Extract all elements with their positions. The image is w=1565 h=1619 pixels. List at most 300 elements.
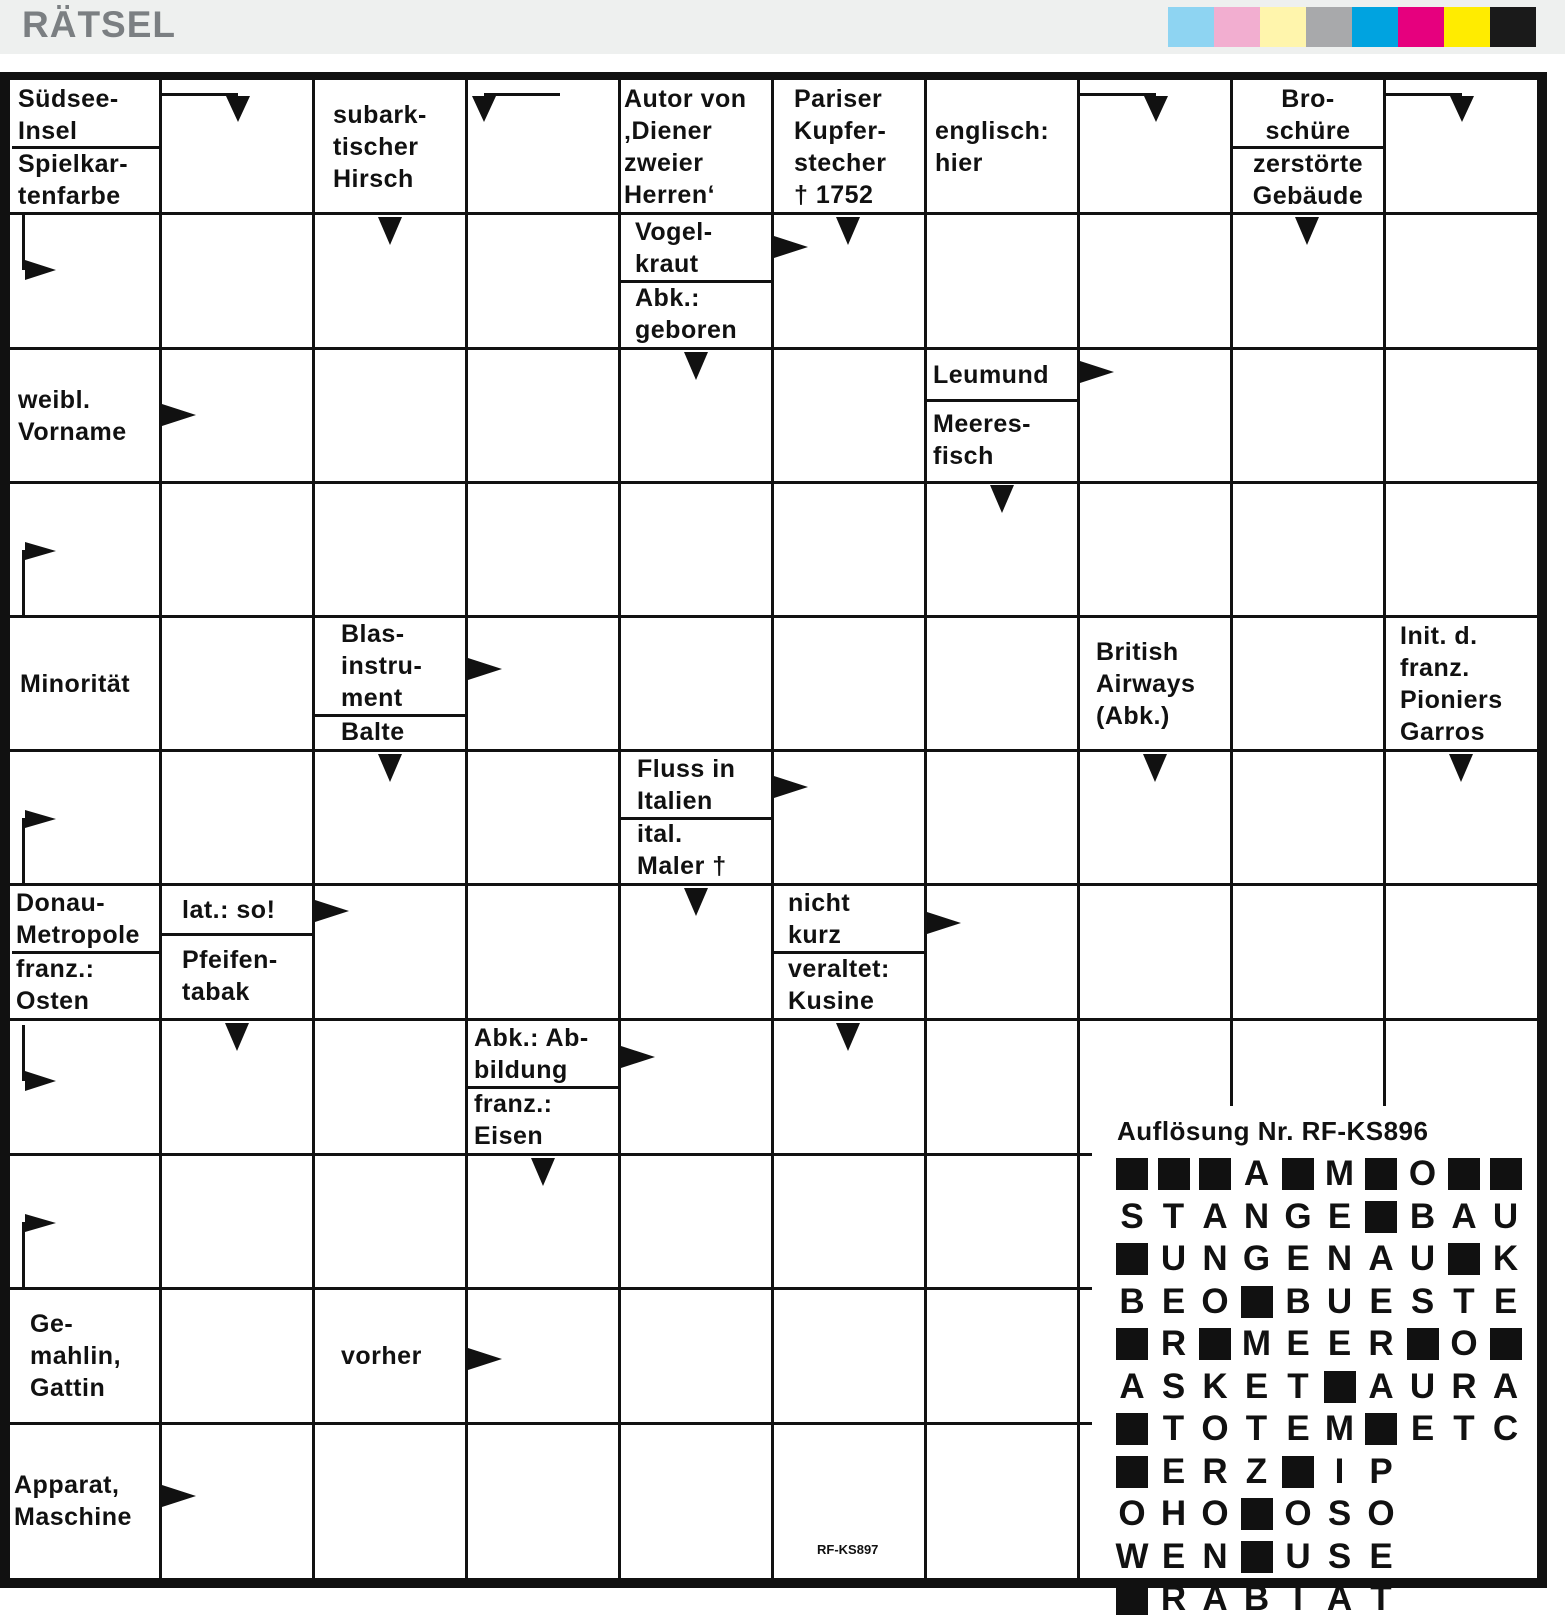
clue-arrow-shape	[22, 1214, 56, 1290]
clue-arrow	[1080, 361, 1114, 383]
clue-pariser-kupferstecher	[774, 82, 924, 212]
solution-letter: A	[1119, 1366, 1145, 1406]
clue-franz-eisen	[468, 1087, 618, 1153]
solution-letter: N	[1202, 1239, 1228, 1278]
clue-cell	[162, 886, 312, 1018]
clue-fluss-in-italien	[621, 752, 771, 818]
clue-meeresfisch	[927, 400, 1077, 481]
clue-line: zerstörte	[1252, 149, 1364, 178]
solution-letter: N	[1202, 1536, 1228, 1576]
clue-arrow	[1449, 754, 1473, 782]
solution-letter: E	[1161, 1451, 1186, 1491]
clue-line: Osten	[16, 987, 90, 1015]
clue-arrow-shape	[684, 352, 708, 380]
grid-line	[10, 1018, 1537, 1021]
solution-letter: T	[1453, 1409, 1475, 1448]
solution-block	[1407, 1328, 1439, 1360]
clue-broschuere	[1233, 82, 1383, 147]
solution-letter: A	[1202, 1579, 1228, 1618]
clue-line: subark-	[333, 101, 427, 129]
color-swatch	[1398, 7, 1444, 47]
solution-letter: R	[1451, 1366, 1477, 1406]
color-swatch	[1260, 7, 1306, 47]
clue-donau-metropole	[12, 886, 159, 952]
clue-arrow-shape	[1449, 754, 1473, 782]
clue-arrow	[22, 810, 58, 886]
clue-arrow-shape	[225, 1023, 249, 1051]
solution-letter: R	[1160, 1324, 1187, 1363]
solution-block	[1324, 1371, 1356, 1403]
clue-cell	[774, 82, 924, 212]
clue-blasinstrument	[315, 618, 465, 715]
clue-cell	[1233, 82, 1383, 212]
color-swatch	[1444, 7, 1490, 47]
solution-letter: S	[1327, 1494, 1352, 1533]
solution-letter: O	[1450, 1324, 1478, 1363]
clue-arrow-shape	[836, 217, 860, 245]
solution-block	[1365, 1158, 1397, 1190]
clue-arrow-shape	[22, 1025, 56, 1091]
clue-line: Garros	[1400, 717, 1485, 746]
solution-letter: B	[1409, 1196, 1436, 1236]
solution-letter: A	[1451, 1196, 1477, 1236]
solution-letter: K	[1202, 1366, 1228, 1406]
clue-line: Spielkar-	[18, 149, 129, 178]
clue-arrow-shape	[22, 542, 56, 618]
clue-arrow	[315, 900, 349, 922]
clue-line: British	[1096, 637, 1179, 666]
clue-line: Apparat,	[14, 1471, 120, 1499]
clue-line: Airways	[1096, 669, 1196, 698]
clue-cell	[927, 350, 1077, 481]
clue-abk-geboren	[621, 281, 771, 347]
clue-minoritaet	[12, 618, 159, 749]
clue-zerstoerte-gebaeude	[1233, 147, 1383, 212]
clue-line: Leumund	[933, 360, 1049, 389]
clue-line: Minorität	[20, 669, 131, 698]
clue-arrow-shape	[927, 912, 961, 934]
solution-letter: U	[1285, 1536, 1311, 1576]
clue-autor-diener	[621, 82, 771, 212]
clue-line: kraut	[635, 250, 699, 278]
clue-arrow	[162, 92, 254, 128]
clue-arrow-shape	[774, 776, 808, 798]
clue-arrow	[621, 1046, 655, 1068]
clue-arrow	[836, 1023, 860, 1051]
grid-line	[10, 481, 1537, 484]
clue-line: ment	[341, 684, 403, 713]
clue-arrow	[1295, 217, 1319, 245]
solution-letter: S	[1161, 1366, 1186, 1406]
clue-arrow-shape	[531, 1158, 555, 1186]
solution-letter: B	[1119, 1281, 1145, 1321]
clue-line: Init. d.	[1400, 621, 1478, 650]
solution-letter: U	[1409, 1366, 1436, 1406]
grid-line	[10, 347, 1537, 350]
clue-line: schüre	[1265, 116, 1351, 145]
clue-arrow-shape	[1143, 754, 1167, 782]
clue-line: mahlin,	[30, 1342, 122, 1370]
solution-letter: T	[1245, 1409, 1268, 1448]
solution-letter: O	[1118, 1494, 1146, 1533]
clue-line: Kusine	[788, 987, 875, 1015]
grid-line	[159, 80, 162, 1578]
clue-arrow-shape	[22, 810, 56, 886]
clue-line: Südsee-	[18, 84, 119, 113]
solution-block	[1448, 1158, 1480, 1190]
solution-letter: M	[1324, 1154, 1355, 1193]
grid-line	[10, 212, 1537, 215]
solution-block	[1365, 1413, 1397, 1445]
clue-cell	[621, 215, 771, 347]
clue-line: vorher	[341, 1342, 422, 1370]
solution-letter: I	[1293, 1579, 1303, 1618]
clue-arrow	[774, 776, 808, 798]
solution-letter: S	[1327, 1536, 1352, 1576]
clue-arrow	[22, 1214, 58, 1290]
clue-line: tabak	[182, 977, 250, 1006]
color-swatch	[1352, 7, 1398, 47]
clue-line: (Abk.)	[1096, 701, 1170, 730]
clue-spielkartenfarbe	[12, 147, 159, 212]
solution-letter: T	[1453, 1281, 1475, 1321]
clue-line: ‚Diener	[624, 117, 713, 145]
clue-line: fisch	[933, 442, 994, 471]
solution-letter: A	[1202, 1196, 1228, 1236]
solution-letter: U	[1492, 1196, 1519, 1236]
clue-line: tischer	[333, 133, 419, 161]
clue-line: Blas-	[341, 620, 405, 649]
solution-letter: E	[1410, 1409, 1435, 1448]
clue-arrow-shape	[472, 93, 560, 122]
solution-block	[1116, 1413, 1148, 1445]
clue-arrow-shape	[378, 754, 402, 782]
clue-line: Bro-	[1281, 84, 1335, 113]
solution-block	[1490, 1328, 1522, 1360]
clue-line: nicht	[788, 889, 851, 917]
solution-block	[1282, 1456, 1314, 1488]
clue-arrow	[468, 92, 560, 128]
solution-letter: T	[1162, 1196, 1185, 1236]
solution-block	[1116, 1456, 1148, 1488]
clue-arrow	[684, 352, 708, 380]
page-header	[0, 0, 1565, 54]
clue-line: stecher	[794, 149, 887, 177]
clue-arrow	[378, 754, 402, 782]
solution-letter: U	[1409, 1239, 1436, 1278]
clue-line: weibl.	[18, 385, 91, 414]
clue-line: zweier	[624, 149, 704, 177]
solution-block	[1241, 1286, 1273, 1318]
clue-arrow-shape	[162, 93, 250, 122]
solution-letter: I	[1334, 1451, 1345, 1491]
clue-line: Gebäude	[1252, 181, 1364, 210]
clue-arrow	[468, 658, 502, 680]
clue-franz-osten	[12, 952, 159, 1018]
solution-letter: B	[1243, 1579, 1270, 1618]
clue-apparat-maschine	[12, 1425, 159, 1577]
clue-british-airways	[1080, 618, 1230, 749]
clue-arrow	[684, 888, 708, 916]
solution-letter: C	[1492, 1409, 1519, 1448]
clue-line: hier	[935, 149, 983, 177]
clue-line: englisch:	[935, 117, 1050, 145]
grid-line	[924, 80, 927, 1578]
clue-arrow	[162, 404, 196, 426]
solution-letter: O	[1284, 1494, 1312, 1533]
clue-cell	[1080, 618, 1230, 749]
clue-gemahlin-gattin	[12, 1290, 159, 1422]
solution-block	[1490, 1158, 1522, 1190]
clue-line: Pariser	[794, 85, 883, 113]
clue-arrow-shape	[162, 1485, 196, 1507]
solution-block	[1448, 1243, 1480, 1275]
clue-arrow	[1386, 92, 1478, 128]
clue-line: Insel	[18, 116, 78, 145]
clue-arrow	[927, 912, 961, 934]
solution-letter: W	[1115, 1536, 1149, 1576]
clue-line: Maschine	[14, 1503, 132, 1531]
clue-line: Abk.: Ab-	[474, 1024, 589, 1052]
solution-letter: N	[1243, 1196, 1270, 1236]
clue-arrow-shape	[1386, 93, 1474, 122]
solution-letter: S	[1410, 1281, 1435, 1321]
solution-letter: E	[1327, 1196, 1352, 1236]
clue-cell	[315, 82, 465, 212]
clue-arrow-shape	[1080, 93, 1168, 122]
solution-letter: Z	[1245, 1451, 1268, 1491]
clue-cell	[12, 1290, 159, 1422]
grid-line	[10, 615, 1537, 618]
solution-letter: M	[1324, 1409, 1355, 1448]
clue-cell	[1386, 618, 1536, 749]
clue-balte	[315, 715, 465, 749]
solution-block	[1116, 1243, 1148, 1275]
solution-letter: E	[1286, 1409, 1310, 1448]
solution-block	[1282, 1158, 1314, 1190]
solution-letter: E	[1369, 1281, 1393, 1321]
clue-arrow	[990, 485, 1014, 513]
clue-line: Herren‘	[624, 181, 716, 209]
solution-letter: N	[1326, 1239, 1353, 1278]
clue-line: Kupfer-	[794, 117, 887, 145]
clue-cell	[315, 618, 465, 749]
clue-line: franz.:	[474, 1090, 553, 1118]
clue-line: Gattin	[30, 1374, 106, 1402]
solution-block	[1116, 1328, 1148, 1360]
clue-arrow	[225, 1023, 249, 1051]
clue-cell	[621, 752, 771, 883]
clue-line: Ge-	[30, 1310, 74, 1338]
clue-line: tenfarbe	[18, 181, 121, 210]
crossword-grid	[10, 80, 1537, 1618]
clue-arrow	[22, 214, 58, 290]
clue-englisch-hier	[927, 82, 1077, 212]
solution-letter: A	[1368, 1239, 1394, 1278]
solution-panel	[1092, 1106, 1537, 1618]
clue-arrow	[22, 542, 58, 618]
solution-letter: O	[1201, 1281, 1229, 1321]
solution-letter: E	[1286, 1324, 1310, 1363]
clue-ital-maler	[621, 818, 771, 884]
clue-arrow-shape	[774, 236, 808, 258]
clue-line: Pfeifen-	[182, 945, 278, 974]
clue-cell	[12, 82, 159, 212]
clue-arrow	[836, 217, 860, 245]
clue-arrow	[774, 236, 808, 258]
solution-letter: A	[1368, 1366, 1394, 1406]
clue-line: kurz	[788, 921, 842, 949]
solution-letter: T	[1287, 1366, 1309, 1406]
solution-letter: A	[1326, 1579, 1353, 1618]
clue-line: veraltet:	[788, 955, 890, 983]
color-swatch	[1490, 7, 1536, 47]
solution-letter: G	[1284, 1196, 1312, 1236]
clue-arrow	[378, 217, 402, 245]
solution-letter: T	[1370, 1579, 1392, 1618]
clue-arrow-shape	[378, 217, 402, 245]
solution-letter: U	[1326, 1281, 1353, 1321]
solution-letter: O	[1367, 1494, 1395, 1533]
clue-cell	[12, 618, 159, 749]
color-calibration-bar	[1168, 7, 1536, 47]
clue-init-franz-pioniers	[1386, 618, 1536, 749]
solution-letter: E	[1161, 1281, 1186, 1321]
solution-block	[1241, 1541, 1273, 1573]
solution-letter: K	[1492, 1239, 1519, 1278]
clue-arrow-shape	[162, 404, 196, 426]
clue-arrow	[531, 1158, 555, 1186]
clue-cell	[12, 1425, 159, 1577]
clue-subarktischer-hirsch	[315, 82, 465, 212]
grid-line	[10, 749, 1537, 752]
color-swatch	[1306, 7, 1352, 47]
clue-arrow-shape	[621, 1046, 655, 1068]
solution-letter: R	[1160, 1579, 1187, 1618]
clue-arrow-shape	[468, 658, 502, 680]
clue-cell	[12, 350, 159, 481]
clue-line: Hirsch	[333, 165, 414, 193]
clue-line: Maler †	[637, 852, 727, 881]
solution-letter: S	[1120, 1196, 1144, 1236]
solution-letter: O	[1408, 1154, 1437, 1193]
color-swatch	[1214, 7, 1260, 47]
color-swatch	[1168, 7, 1214, 47]
solution-letter: E	[1161, 1536, 1186, 1576]
solution-letter: H	[1160, 1494, 1187, 1533]
solution-letter: E	[1493, 1281, 1518, 1321]
clue-arrow-shape	[684, 888, 708, 916]
clue-line: Vogel-	[635, 218, 713, 246]
clue-arrow-shape	[22, 214, 56, 280]
clue-line: Italien	[637, 786, 713, 815]
clue-abk-abbildung	[468, 1021, 618, 1087]
grid-line	[771, 80, 774, 1578]
clue-line: geboren	[635, 316, 738, 344]
solution-block	[1158, 1158, 1190, 1190]
clue-line: Eisen	[474, 1122, 544, 1150]
clue-line: ital.	[637, 820, 683, 849]
clue-lat-so	[162, 886, 312, 934]
clue-veraltet-kusine	[774, 952, 924, 1018]
solution-letter: E	[1244, 1366, 1269, 1406]
page-title: RÄTSEL	[22, 4, 176, 45]
clue-arrow-shape	[1080, 361, 1114, 383]
solution-block	[1199, 1328, 1231, 1360]
clue-line: Pioniers	[1400, 685, 1503, 714]
clue-line: Autor von	[624, 85, 747, 113]
clue-arrow-shape	[990, 485, 1014, 513]
clue-line: Donau-	[16, 889, 106, 917]
clue-line: franz.	[1400, 653, 1470, 682]
clue-line: franz.:	[16, 955, 95, 983]
clue-arrow-shape	[468, 1348, 502, 1370]
clue-cell	[927, 82, 1077, 212]
clue-line: Vorname	[18, 417, 127, 446]
solution-letter: R	[1202, 1451, 1228, 1491]
clue-line: Fluss in	[637, 754, 736, 783]
clue-vorher	[315, 1290, 465, 1422]
clue-leumund	[927, 350, 1077, 400]
clue-arrow	[162, 1485, 196, 1507]
solution-letter: B	[1285, 1281, 1311, 1321]
clue-line: bildung	[474, 1056, 568, 1084]
solution-letter: U	[1160, 1239, 1187, 1278]
clue-line: Balte	[341, 717, 405, 746]
clue-nicht-kurz	[774, 886, 924, 952]
clue-line: Metropole	[16, 921, 140, 949]
clue-line: † 1752	[794, 181, 874, 209]
clue-arrow-shape	[836, 1023, 860, 1051]
clue-line: Abk.:	[635, 284, 700, 312]
clue-arrow-shape	[1295, 217, 1319, 245]
clue-cell	[774, 886, 924, 1018]
clue-arrow	[468, 1348, 502, 1370]
solution-letter: O	[1201, 1494, 1229, 1533]
clue-cell	[12, 886, 159, 1018]
crossword-board	[0, 72, 1547, 1618]
solution-letter: O	[1201, 1409, 1229, 1448]
puzzle-code: RF-KS897	[817, 1542, 879, 1557]
solution-letter: P	[1369, 1451, 1393, 1491]
clue-arrow	[22, 1025, 58, 1101]
solution-title: Auflösung Nr. RF-KS896	[1117, 1116, 1429, 1146]
solution-letter: T	[1162, 1409, 1185, 1448]
clue-weibl-vorname	[12, 350, 159, 481]
clue-arrow	[1143, 754, 1167, 782]
clue-arrow	[1080, 92, 1172, 128]
solution-letter: R	[1368, 1324, 1394, 1363]
clue-cell	[315, 1290, 465, 1422]
solution-letter: G	[1242, 1239, 1271, 1278]
clue-cell	[468, 1021, 618, 1153]
clue-line: Meeres-	[933, 410, 1031, 439]
solution-letter: M	[1241, 1324, 1272, 1363]
solution-letter: E	[1327, 1324, 1352, 1363]
solution-letter: E	[1369, 1536, 1393, 1576]
solution-letter: A	[1243, 1154, 1270, 1193]
solution-block	[1199, 1158, 1231, 1190]
clue-line: lat.: so!	[182, 895, 276, 924]
solution-block	[1116, 1158, 1148, 1190]
solution-block	[1365, 1201, 1397, 1233]
solution-block	[1241, 1498, 1273, 1530]
clue-pfeifentabak	[162, 934, 312, 1018]
grid-line	[1077, 80, 1080, 1578]
clue-cell	[621, 82, 771, 212]
clue-arrow-shape	[315, 900, 349, 922]
clue-suedsee-insel	[12, 82, 159, 147]
